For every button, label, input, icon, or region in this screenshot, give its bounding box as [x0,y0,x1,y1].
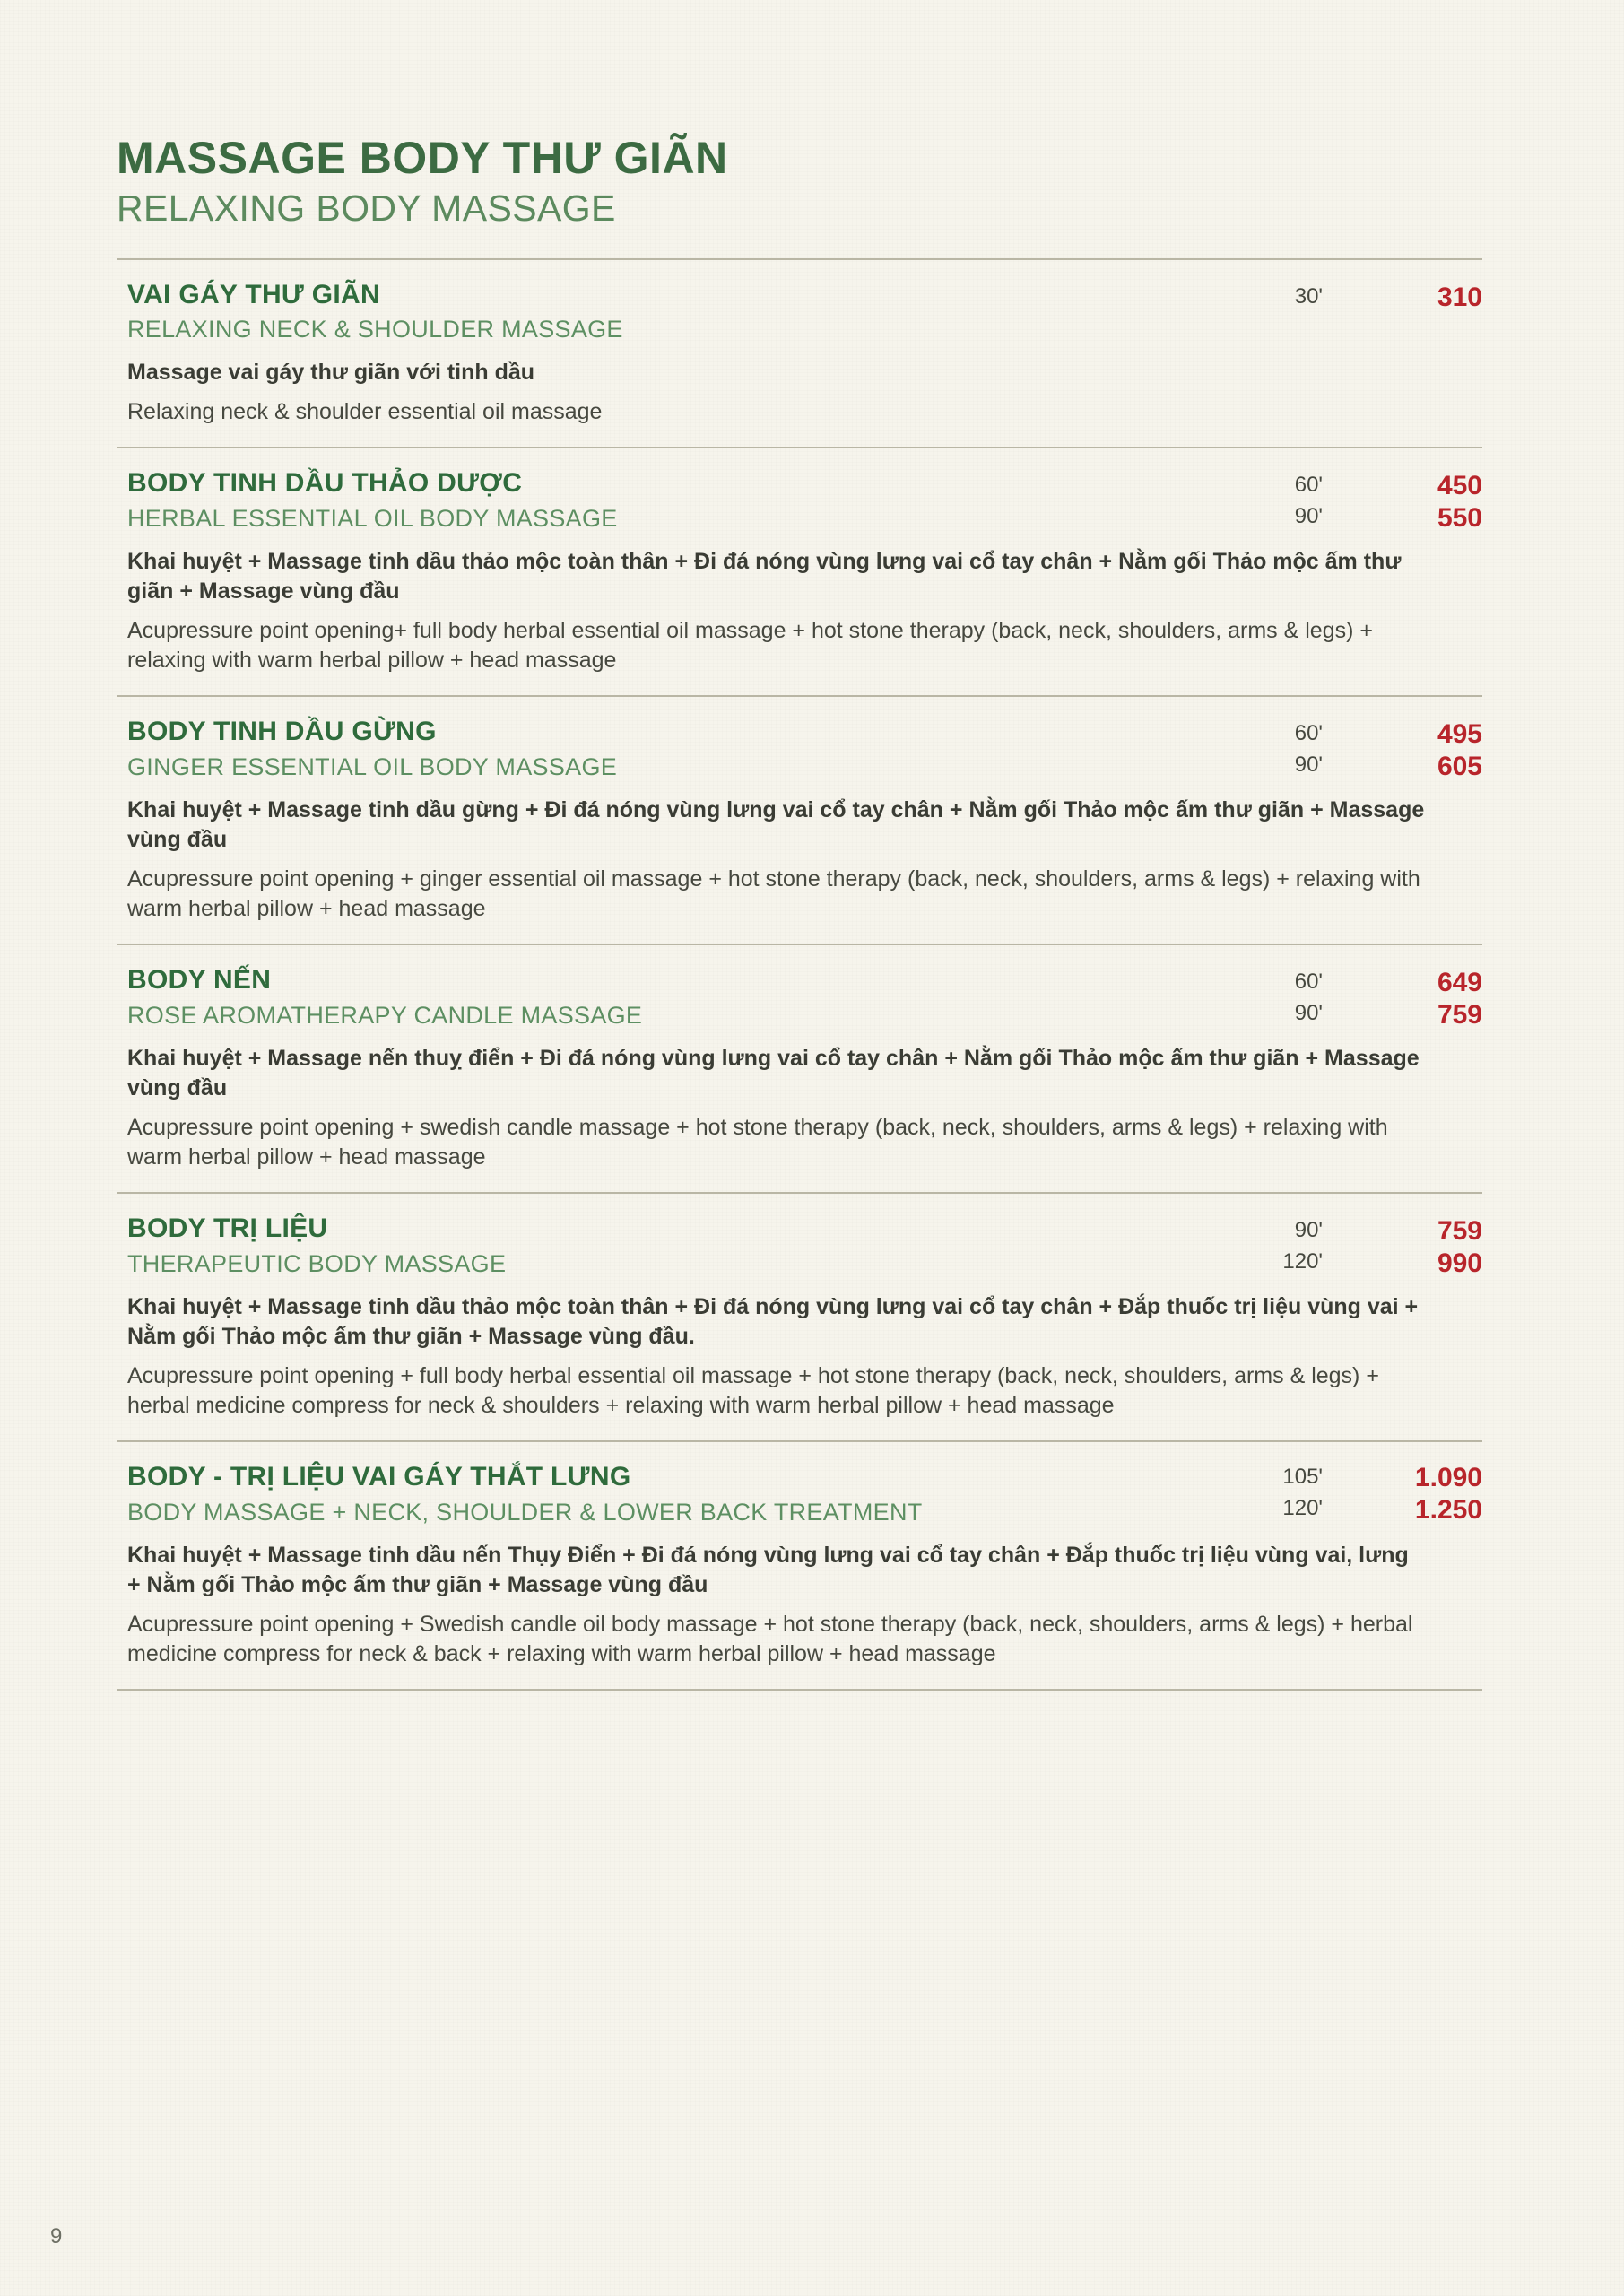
service-prices [1339,470,1482,535]
page-subtitle: RELAXING BODY MASSAGE [117,187,616,229]
service-pricing [1240,466,1482,535]
service-duration: 60' [1294,721,1323,746]
service-price: 1.090 [1414,1463,1482,1493]
list-item [117,447,1482,695]
service-duration: 90' [1294,752,1323,777]
service-description-vn: Khai huyệt + Massage tinh dầu thảo mộc toàn thân + Đi đá nóng vùng lưng vai cổ tay chân + Đắp thuốc trị liệu vùng vai + Nằm gối Thảo mộc ấm thư giãn + Massage vùng đầu. [127,1294,1419,1350]
service-prices [1339,967,1482,1031]
service-header-row [127,1212,1482,1280]
service-pricing [1240,278,1482,314]
service-pricing [1240,1460,1482,1526]
service-name-en: BODY MASSAGE + NECK, SHOULDER & LOWER BACK TREATMENT [127,1498,923,1526]
service-description-vn: Khai huyệt + Massage tinh dầu gừng + Đi đá nóng vùng lưng vai cổ tay chân + Nằm gối Thảo mộc ấm thư giãn + Massage vùng đầu [127,797,1425,853]
service-name-en: HERBAL ESSENTIAL OIL BODY MASSAGE [127,504,618,532]
service-price: 450 [1437,471,1482,501]
service-names [127,715,1240,783]
service-prices [1339,718,1482,783]
list-item [117,258,1482,448]
service-duration: 90' [1294,1218,1323,1243]
service-price: 310 [1437,282,1482,312]
service-duration: 120' [1282,1248,1323,1274]
service-description-vn: Massage vai gáy thư giãn với tinh dầu [127,360,535,386]
service-list [117,258,1482,1691]
service-duration: 90' [1294,503,1323,528]
service-name-vn: BODY TINH DẦU THẢO DƯỢC [127,468,523,499]
service-price: 990 [1437,1248,1482,1279]
service-duration: 90' [1294,1000,1323,1025]
service-prices [1339,1215,1482,1280]
service-price: 649 [1437,968,1482,998]
service-durations [1240,1215,1330,1280]
service-prices [1339,1462,1482,1526]
service-names [127,963,1240,1031]
service-name-en: RELAXING NECK & SHOULDER MASSAGE [127,316,623,344]
service-name-vn: VAI GÁY THƯ GIÃN [127,279,380,309]
list-item [117,695,1482,944]
service-header-row [127,466,1482,535]
service-description-en: Acupressure point opening + swedish candle massage + hot stone therapy (back, neck, shoulders, arms & legs) + relaxing with warm herbal pillow + head massage [127,1115,1388,1170]
service-header-row [127,715,1482,783]
service-durations [1240,1462,1330,1526]
list-item [117,944,1482,1192]
service-description-en: Relaxing neck & shoulder essential oil massage [127,399,603,425]
service-description-en: Acupressure point opening+ full body herbal essential oil massage + hot stone therapy (back, neck, shoulders, arms & legs) + relaxing with warm herbal pillow + head massage [127,618,1373,674]
service-pricing [1240,715,1482,783]
service-description-vn: Khai huyệt + Massage nến thuỵ điển + Đi đá nóng vùng lưng vai cổ tay chân + Nằm gối Thảo mộc ấm thư giãn + Massage vùng đầu [127,1046,1420,1101]
service-names [127,1460,1240,1528]
service-names [127,1212,1240,1280]
service-names [127,466,1240,535]
service-pricing [1240,1212,1482,1280]
service-price: 759 [1437,1000,1482,1031]
service-header-row [127,278,1482,346]
service-name-vn: BODY NẾN [127,965,272,996]
service-durations [1240,470,1330,535]
service-duration: 105' [1282,1465,1323,1490]
service-description-en: Acupressure point opening + ginger essential oil massage + hot stone therapy (back, neck, shoulders, arms & legs) + relaxing with warm herbal pillow + head massage [127,866,1420,922]
service-name-en: GINGER ESSENTIAL OIL BODY MASSAGE [127,752,618,780]
service-names [127,278,1240,346]
service-pricing [1240,963,1482,1031]
service-duration: 60' [1294,970,1323,995]
service-description-vn: Khai huyệt + Massage tinh dầu thảo mộc toàn thân + Đi đá nóng vùng lưng vai cổ tay chân + Nằm gối Thảo mộc ấm thư giãn + Massage vùng đầu [127,549,1402,604]
service-prices [1339,282,1482,314]
service-name-en: THERAPEUTIC BODY MASSAGE [127,1249,507,1277]
service-price: 550 [1437,503,1482,534]
service-price: 605 [1437,752,1482,782]
service-header-row [127,963,1482,1031]
service-description-en: Acupressure point opening + full body herbal essential oil massage + hot stone therapy (back, neck, shoulders, arms & legs) + herbal medicine compress for neck & shoulders + relaxing with warm herbal pillow + head massage [127,1363,1379,1419]
page-title: MASSAGE BODY THƯ GIÃN [117,133,728,183]
list-item [117,1192,1482,1440]
service-name-vn: BODY - TRỊ LIỆU VAI GÁY THẮT LƯNG [127,1462,631,1492]
page-number: 9 [50,2224,63,2248]
service-duration: 60' [1294,473,1323,498]
service-name-en: ROSE AROMATHERAPY CANDLE MASSAGE [127,1001,643,1029]
service-header-row [127,1460,1482,1528]
service-durations [1240,967,1330,1031]
service-price: 759 [1437,1216,1482,1247]
service-duration: 120' [1282,1495,1323,1520]
service-price: 495 [1437,719,1482,750]
service-description-vn: Khai huyệt + Massage tinh dầu nến Thụy Điển + Đi đá nóng vùng lưng vai cổ tay chân + Đắp thuốc trị liệu vùng vai, lưng + Nằm gối Thảo mộc ấm thư giãn + Massage vùng đầu [127,1542,1409,1597]
service-durations [1240,718,1330,783]
service-name-vn: BODY TINH DẦU GỪNG [127,717,437,747]
service-description-en: Acupressure point opening + Swedish candle oil body massage + hot stone therapy (back, neck, shoulders, arms & legs) + herbal medicine compress for neck & back + relaxing with warm herbal pillow + head massage [127,1611,1413,1666]
service-duration: 30' [1294,283,1323,309]
list-item [117,1440,1482,1691]
service-name-vn: BODY TRỊ LIỆU [127,1213,328,1244]
service-price: 1.250 [1414,1495,1482,1526]
service-durations [1240,282,1330,314]
